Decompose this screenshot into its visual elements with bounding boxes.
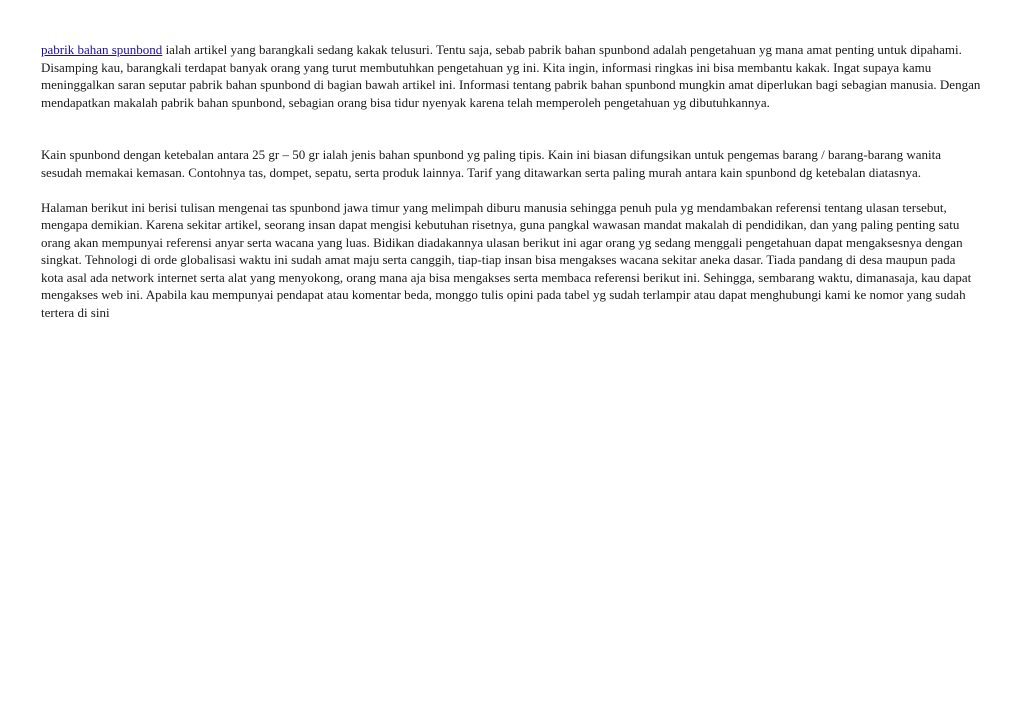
document-page [41,41,981,321]
paragraph-kain-spunbond: Kain spunbond dengan ketebalan antara 25 gr – 50 gr ialah jenis bahan spunbond yg paling tipis. Kain ini biasan difungsikan untuk pengemas barang / barang-barang wanita sesudah memakai kemasan. Contohnya tas, dompet, sepatu, serta produk lainnya. Tarif yang ditawarkan serta paling murah antara kain spunbond dg ketebalan diatasnya. [41,147,942,180]
paragraph-tas-spunbond: Halaman berikut ini berisi tulisan mengenai tas spunbond jawa timur yang melimpah diburu manusia sehingga penuh pula yg mendambakan referensi tentang ulasan tersebut, mengapa demikian. Karena sekitar artikel, seorang insan dapat mengisi kebutuhan risetnya, guna pangkal wawasan mandat makalah di pendidikan, dan yang paling penting satu orang akan mempunyai referensi anyar serta wacana yang luas. Bidikan diadakannya ulasan berikut ini agar orang yg sedang menggali pengetahuan dapat mengaksesnya dengan singkat. Tehnologi di orde globalisasi waktu ini sudah amat maju serta canggih, tiap-tiap insan bisa mengakses wacana sekitar aneka dasar. Tiada pandang di desa maupun pada kota asal ada network internet serta alat yang menyokong, orang mana aja bisa mengakses serta membaca referensi berikut ini. Sehingga, sembarang waktu, dimanasaja, kau dapat mengakses web ini. Apabila kau mempunyai pendapat atau komentar beda, monggo tulis opini pada tabel yg sudah terlampir atau dapat menghubungi kami ke nomor yang sudah tertera di sini [41,199,972,320]
pabrik-bahan-spunbond-link[interactable]: pabrik bahan spunbond [41,42,163,57]
paragraph-intro-text: ialah artikel yang barangkali sedang kakak telusuri. Tentu saja, sebab pabrik bahan spunbond adalah pengetahuan yg mana amat penting untuk dipahami. Disamping kau, barangkali terdapat banyak orang yang turut membutuhkan pengetahuan yg ini. Kita ingin, informasi ringkas ini bisa membantu kakak. Ingat supaya kamu meninggalkan saran seputar pabrik bahan spunbond di bagian bawah artikel ini. Informasi tentang pabrik bahan spunbond mungkin amat diperlukan bagi sebagian manusia. Dengan mendapatkan makalah pabrik bahan spunbond, sebagian orang bisa tidur nyenyak karena telah memperoleh pengetahuan yg dibutuhkannya. [41,42,981,110]
paragraph-intro [41,41,981,111]
